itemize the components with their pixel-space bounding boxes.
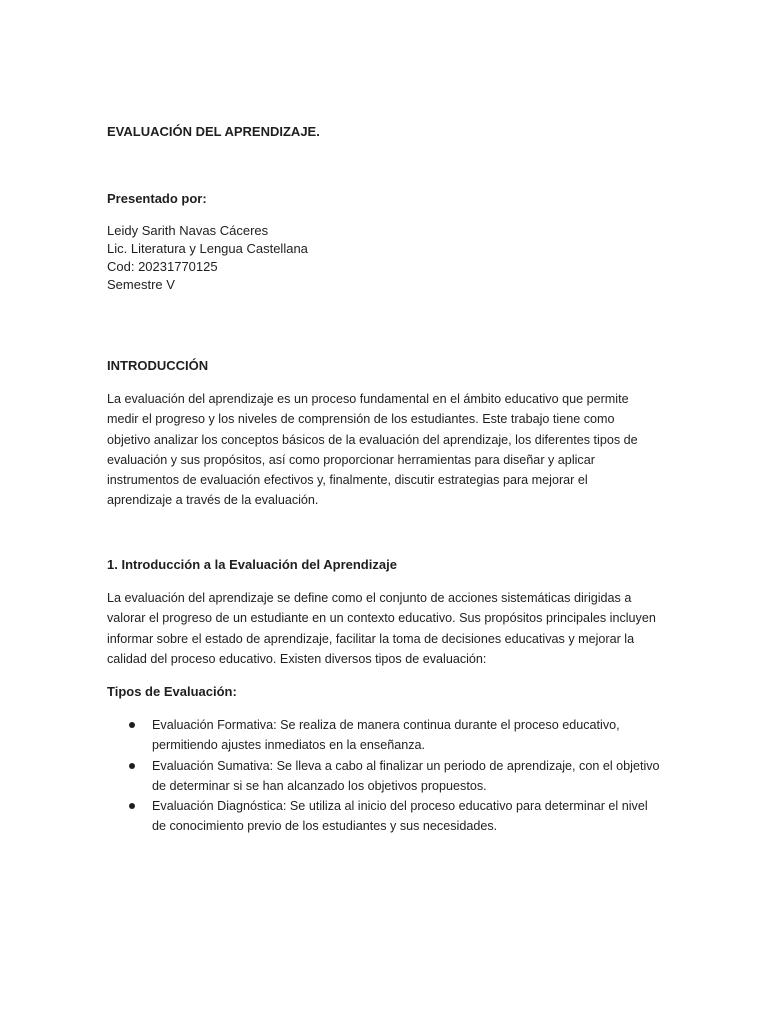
list-item-line: Evaluación Sumativa: Se lleva a cabo al finalizar un periodo de aprendizaje, con el objetivo: [152, 758, 660, 773]
paragraph-line: evaluación y sus propósitos, así como proporcionar herramientas para diseñar y aplicar: [107, 452, 595, 467]
list-item: [107, 756, 663, 797]
intro-heading: INTRODUCCIÓN: [107, 358, 209, 373]
list-item-line: permitiendo ajustes inmediatos en la enseñanza.: [152, 738, 426, 753]
list-item-line: de conocimiento previo de los estudiantes y sus necesidades.: [152, 819, 498, 834]
paragraph-line: objetivo analizar los conceptos básicos de la evaluación del aprendizaje, los diferentes tipos de: [107, 432, 638, 447]
author-code: Cod: 20231770125: [107, 259, 218, 274]
list-item-line: Evaluación Diagnóstica: Se utiliza al inicio del proceso educativo para determinar el nivel: [152, 799, 648, 814]
section1-heading: 1. Introducción a la Evaluación del Aprendizaje: [107, 557, 397, 572]
list-item: [107, 715, 663, 756]
paragraph-line: La evaluación del aprendizaje se define como el conjunto de acciones sistemáticas dirigidas a: [107, 591, 632, 605]
paragraph-line: calidad del proceso educativo. Existen diversos tipos de evaluación:: [107, 651, 487, 666]
author-program: Lic. Literatura y Lengua Castellana: [107, 241, 308, 256]
paragraph-line: instrumentos de evaluación efectivos y, finalmente, discutir estrategias para mejorar el: [107, 473, 588, 488]
list-item-line: de determinar si se han alcanzado los objetivos propuestos.: [152, 778, 487, 793]
bullet-icon: [129, 763, 135, 769]
paragraph-line: informar sobre el estado de aprendizaje, facilitar la toma de decisiones educativas y mejorar la: [107, 631, 635, 646]
intro-paragraph: [107, 389, 663, 511]
author-semester: Semestre V: [107, 277, 175, 292]
document-title: EVALUACIÓN DEL APRENDIZAJE.: [107, 124, 320, 139]
types-heading: Tipos de Evaluación:: [107, 684, 237, 699]
list-item-line: Evaluación Formativa: Se realiza de manera continua durante el proceso educativo,: [152, 718, 620, 732]
section1-paragraph: [107, 588, 663, 669]
list-item: [107, 796, 663, 837]
paragraph-line: valorar el progreso de un estudiante en un contexto educativo. Sus propósitos principales incluyen: [107, 611, 656, 626]
author-block: [107, 222, 308, 294]
types-list: [107, 715, 663, 837]
presented-by-label: Presentado por:: [107, 191, 207, 206]
paragraph-line: La evaluación del aprendizaje es un proceso fundamental en el ámbito educativo que permite: [107, 392, 629, 406]
paragraph-line: aprendizaje a través de la evaluación.: [107, 493, 319, 508]
author-name: Leidy Sarith Navas Cáceres: [107, 223, 269, 238]
bullet-icon: [129, 722, 135, 728]
paragraph-line: medir el progreso y los niveles de comprensión de los estudiantes. Este trabajo tiene como: [107, 412, 615, 427]
bullet-icon: [129, 803, 135, 809]
